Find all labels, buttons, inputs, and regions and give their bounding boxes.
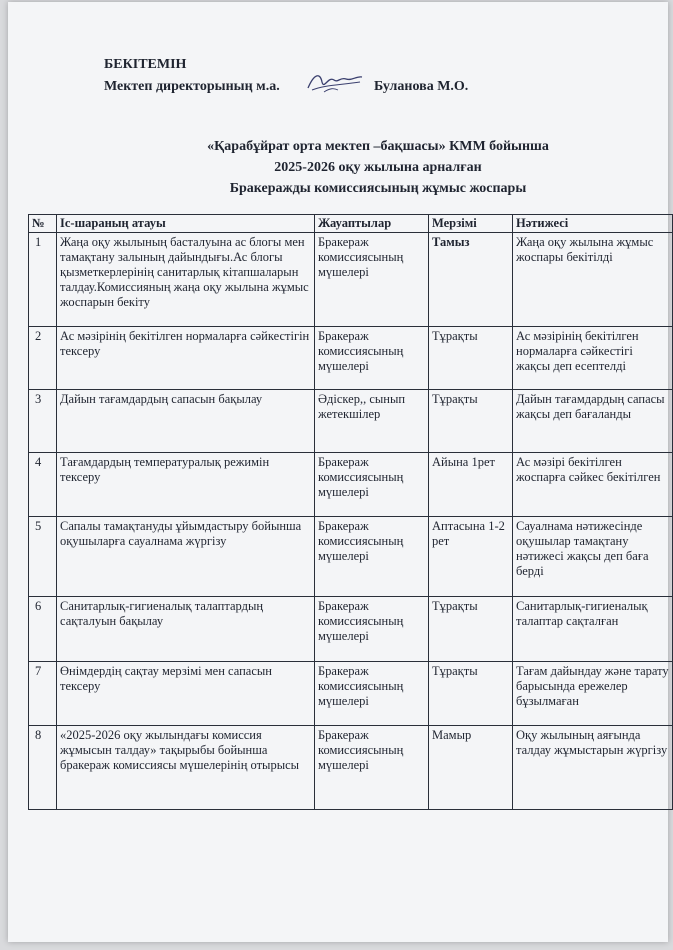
row-number: 7 — [29, 662, 57, 726]
row-term: Тұрақты — [429, 662, 513, 726]
row-result: Жаңа оқу жылына жұмыс жоспары бекітілді — [513, 233, 673, 327]
row-number: 5 — [29, 517, 57, 597]
row-responsible: Бракераж комиссиясының мүшелері — [315, 453, 429, 517]
header-term: Мерзімі — [429, 215, 513, 233]
row-activity: Өнімдердің сақтау мерзімі мен сапасын тексеру — [57, 662, 315, 726]
row-activity: Дайын тағамдардың сапасын бақылау — [57, 390, 315, 453]
row-activity: «2025-2026 оқу жылындағы комиссия жұмысын талдау» тақырыбы бойынша бракераж комиссиясы мүшелерінің отырысы — [57, 726, 315, 810]
row-result: Дайын тағамдардың сапасы жақсы деп бағаланды — [513, 390, 673, 453]
header-activity: Іс-шараның атауы — [57, 215, 315, 233]
header-number: № — [29, 215, 57, 233]
approval-position: Мектеп директорының м.а. — [104, 79, 280, 94]
row-activity: Санитарлық-гигиеналық талаптардың сақталуын бақылау — [57, 597, 315, 662]
table-row — [29, 662, 673, 726]
row-term: Мамыр — [429, 726, 513, 810]
row-activity: Жаңа оқу жылының басталуына ас блогы мен тамақтану залының дайындығы.Ас блогы қызметкерлерінің санитарлық кітапшаларын талдау.Комиссияның жаңа оқу жылына жұмыс жоспарын бекіту — [57, 233, 315, 327]
table-row — [29, 390, 673, 453]
row-responsible: Бракераж комиссиясының мүшелері — [315, 662, 429, 726]
row-number: 1 — [29, 233, 57, 327]
row-number: 8 — [29, 726, 57, 810]
row-number: 3 — [29, 390, 57, 453]
title-line-3: Бракеражды комиссиясының жұмыс жоспары — [229, 181, 527, 196]
header-responsible: Жауаптылар — [315, 215, 429, 233]
title-line-2: 2025-2026 оқу жылына арналған — [274, 160, 482, 175]
header-result: Нәтижесі — [513, 215, 673, 233]
approval-name: Буланова М.О. — [374, 79, 469, 94]
table-row — [29, 327, 673, 390]
row-term: Айына 1рет — [429, 453, 513, 517]
row-term: Тұрақты — [429, 390, 513, 453]
row-term: Аптасына 1-2 рет — [429, 517, 513, 597]
document-title — [8, 136, 668, 199]
row-responsible: Бракераж комиссиясының мүшелері — [315, 597, 429, 662]
table-row — [29, 726, 673, 810]
table-row — [29, 597, 673, 662]
row-term: Тұрақты — [429, 327, 513, 390]
table-row — [29, 233, 673, 327]
approval-heading: БЕКІТЕМІН — [104, 57, 187, 72]
approval-block — [104, 54, 469, 98]
title-line-1: «Қарабұйрат орта мектеп –бақшасы» КММ бойынша — [207, 139, 549, 154]
row-result: Санитарлық-гигиеналық талаптар сақталған — [513, 597, 673, 662]
row-number: 4 — [29, 453, 57, 517]
table-header-row — [29, 215, 673, 233]
row-term: Тамыз — [429, 233, 513, 327]
row-responsible: Бракераж комиссиясының мүшелері — [315, 726, 429, 810]
signature-image — [304, 68, 366, 98]
row-term: Тұрақты — [429, 597, 513, 662]
table-row — [29, 517, 673, 597]
row-responsible: Бракераж комиссиясының мүшелері — [315, 327, 429, 390]
document-page — [8, 2, 668, 942]
row-result: Ас мәзірі бекітілген жоспарға сәйкес бекітілген — [513, 453, 673, 517]
row-activity: Тағамдардың температуралық режимін тексеру — [57, 453, 315, 517]
row-result: Оқу жылының аяғында талдау жұмыстарын жүргізу — [513, 726, 673, 810]
row-responsible: Бракераж комиссиясының мүшелері — [315, 233, 429, 327]
row-result: Тағам дайындау және тарату барысында ережелер бұзылмаған — [513, 662, 673, 726]
row-responsible: Бракераж комиссиясының мүшелері — [315, 517, 429, 597]
work-plan-table — [28, 214, 673, 810]
row-responsible: Әдіскер,, сынып жетекшілер — [315, 390, 429, 453]
row-result: Ас мәзірінің бекітілген нормаларға сәйкестігі жақсы деп есептелді — [513, 327, 673, 390]
row-activity: Сапалы тамақтануды ұйымдастыру бойынша оқушыларға сауалнама жүргізу — [57, 517, 315, 597]
row-number: 6 — [29, 597, 57, 662]
row-number: 2 — [29, 327, 57, 390]
table-row — [29, 453, 673, 517]
row-result: Сауалнама нәтижесінде оқушылар тамақтану нәтижесі жақсы деп баға берді — [513, 517, 673, 597]
row-activity: Ас мәзірінің бекітілген нормаларға сәйкестігін тексеру — [57, 327, 315, 390]
